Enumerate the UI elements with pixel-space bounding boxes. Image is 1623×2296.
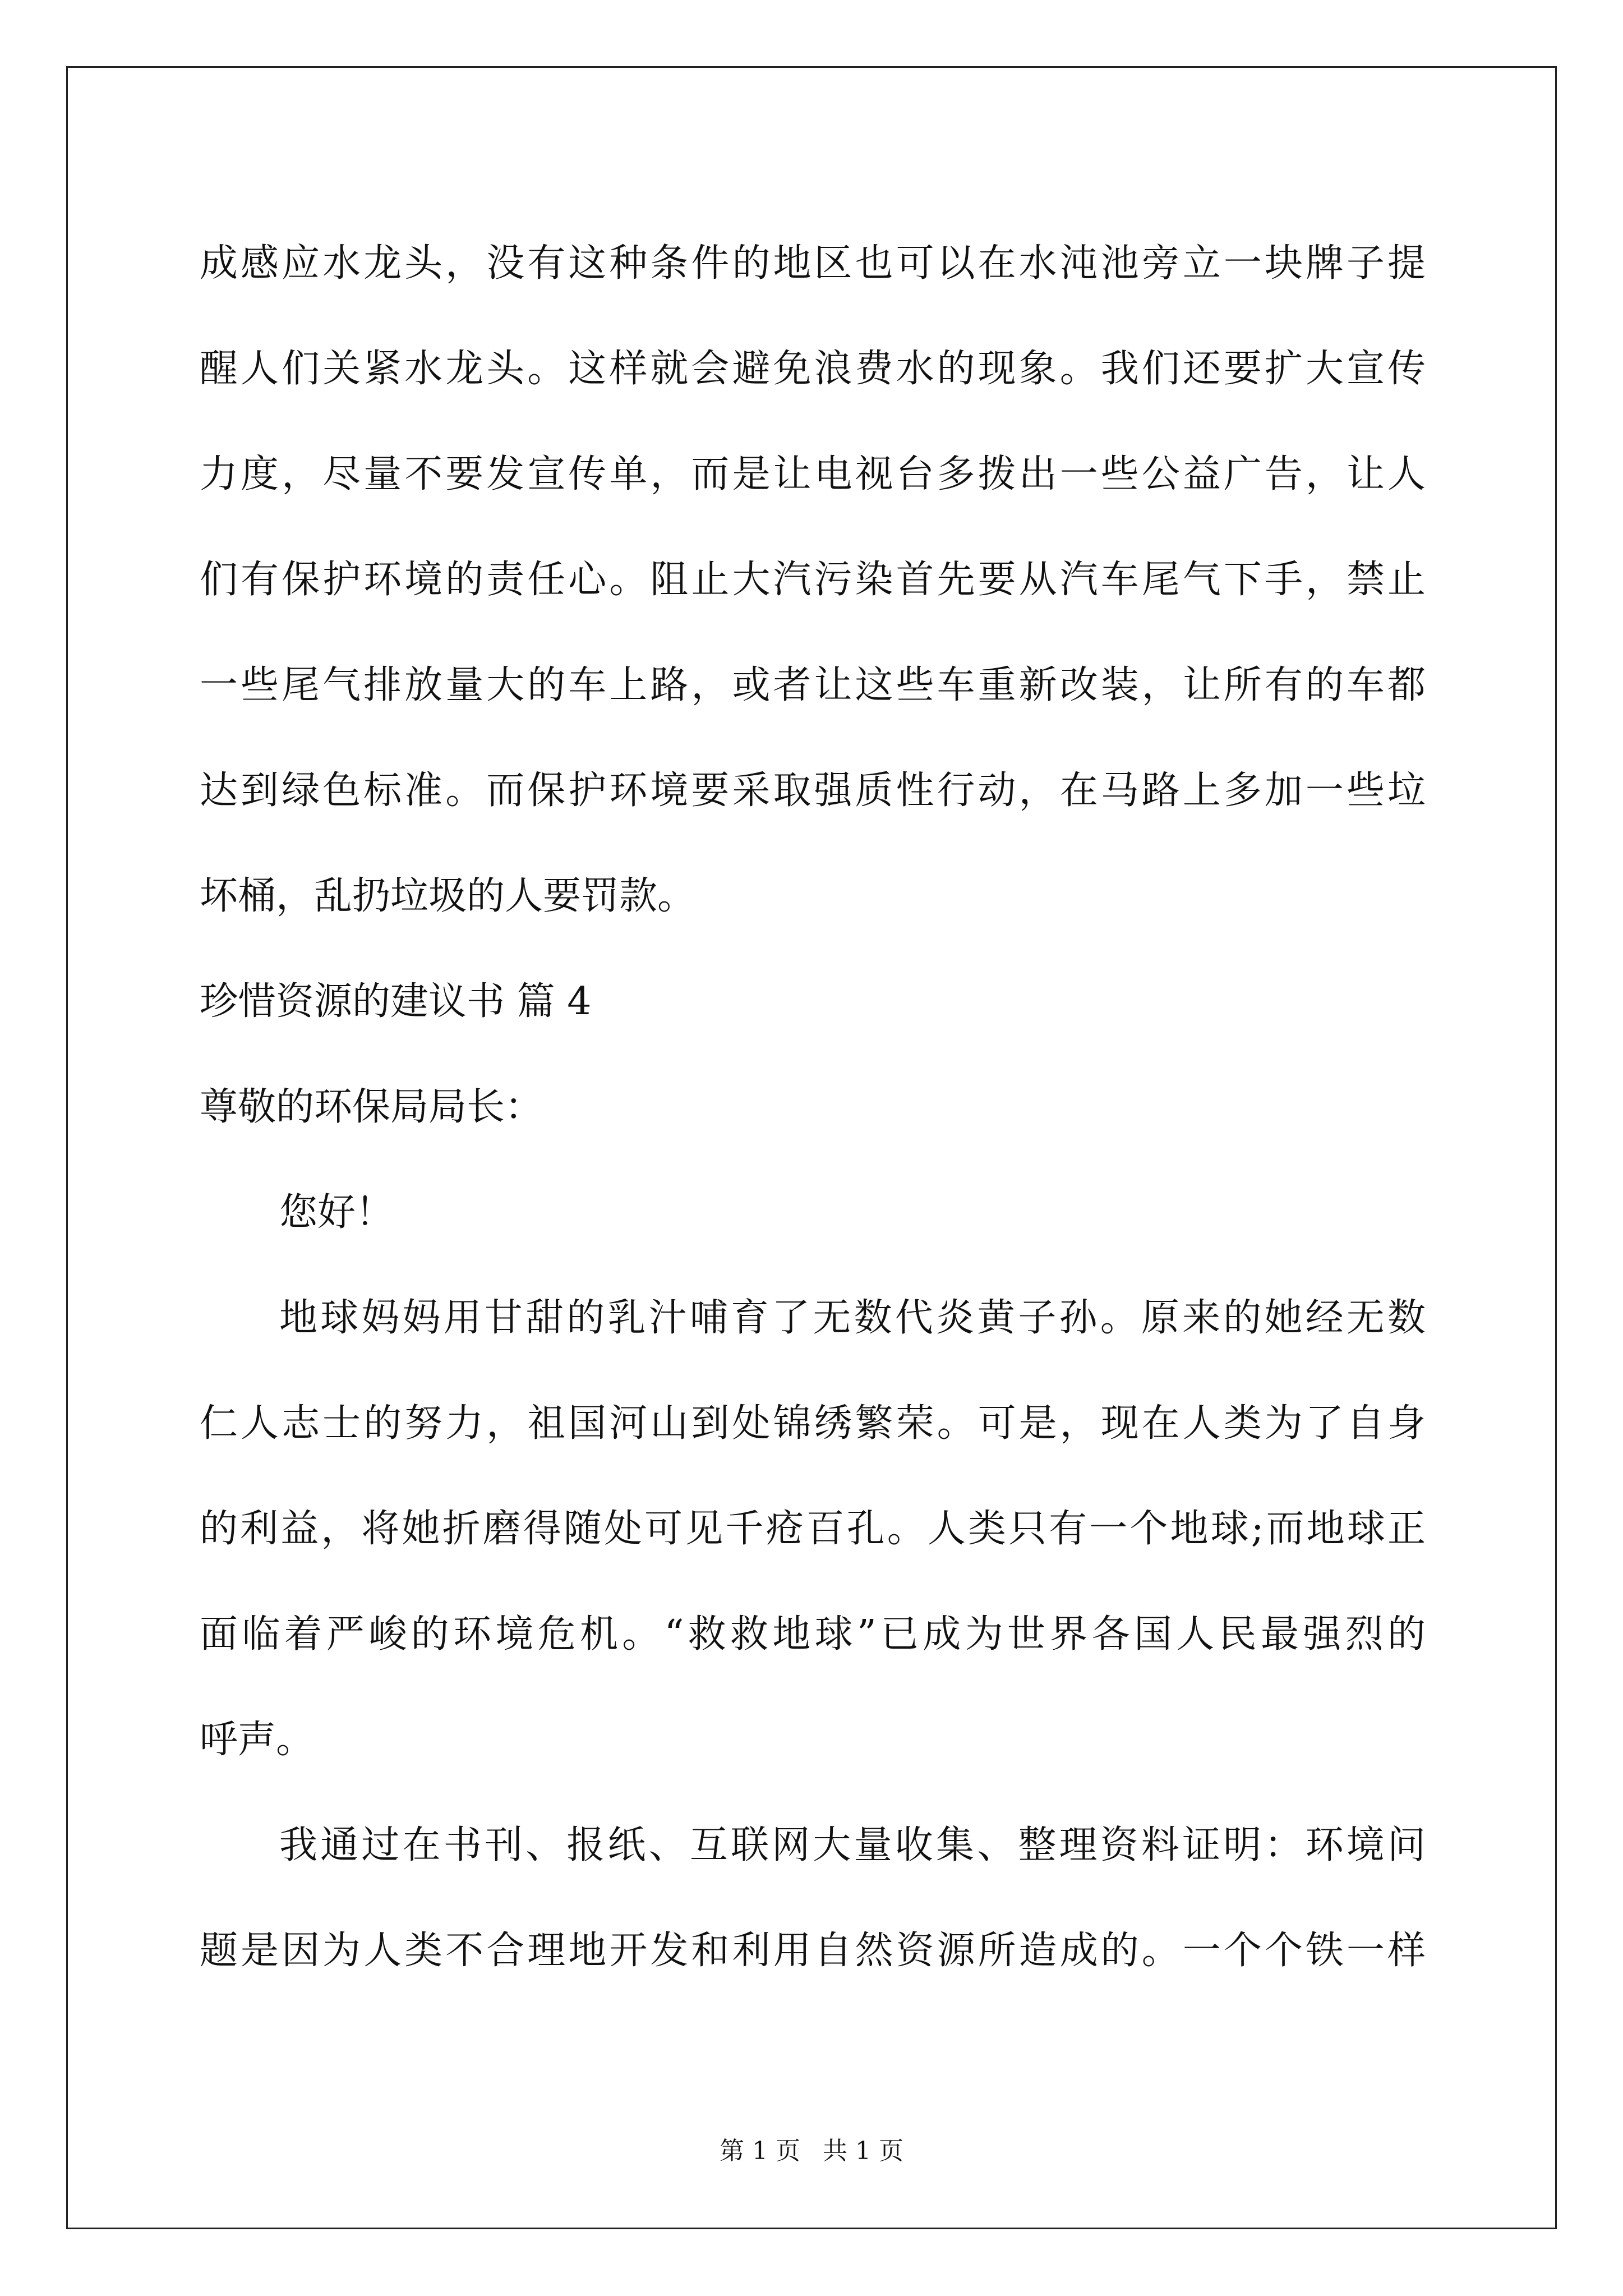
text-line: 仁人志士的努力，祖国河山到处锦绣繁荣。可是，现在人类为了自身 [200, 1401, 1426, 1446]
page-number-current: 第 1 页 [720, 2137, 800, 2165]
page-footer [0, 2134, 1623, 2168]
text-line: 我通过在书刊、报纸、互联网大量收集、整理资料证明：环境问 [279, 1823, 1426, 1867]
section-heading: 珍惜资源的建议书 篇 4 [200, 979, 592, 1024]
text-line: 面临着严峻的环境危机。“救救地球”已成为世界各国人民最强烈的 [200, 1612, 1426, 1657]
text-line: 坏桶，乱扔垃圾的人要罚款。 [200, 874, 696, 918]
text-line: 们有保护环境的责任心。阻止大汽污染首先要从汽车尾气下手，禁止 [200, 558, 1426, 602]
text-line: 题是因为人类不合理地开发和利用自然资源所造成的。一个个铁一样 [200, 1929, 1426, 1973]
text-line: 力度，尽量不要发宣传单，而是让电视台多拨出一些公益广告，让人 [200, 452, 1426, 496]
text-line: 地球妈妈用甘甜的乳汁哺育了无数代炎黄子孙。原来的她经无数 [279, 1296, 1426, 1340]
text-line: 醒人们关紧水龙头。这样就会避免浪费水的现象。我们还要扩大宣传 [200, 347, 1426, 391]
text-line: 达到绿色标准。而保护环境要采取强质性行动，在马路上多加一些垃 [200, 769, 1426, 813]
text-line: 成感应水龙头，没有这种条件的地区也可以在水沌池旁立一块牌子提 [200, 241, 1426, 286]
text-line: 呼声。 [200, 1718, 315, 1762]
document-body [200, 211, 1426, 2004]
page-number-total: 共 1 页 [823, 2137, 903, 2165]
text-line: 一些尾气排放量大的车上路，或者让这些车重新改装，让所有的车都 [200, 663, 1426, 707]
salutation: 尊敬的环保局局长： [200, 1085, 543, 1129]
greeting: 您好！ [279, 1190, 394, 1235]
text-line: 的利益，将她折磨得随处可见千疮百孔。人类只有一个地球;而地球正 [200, 1507, 1426, 1551]
